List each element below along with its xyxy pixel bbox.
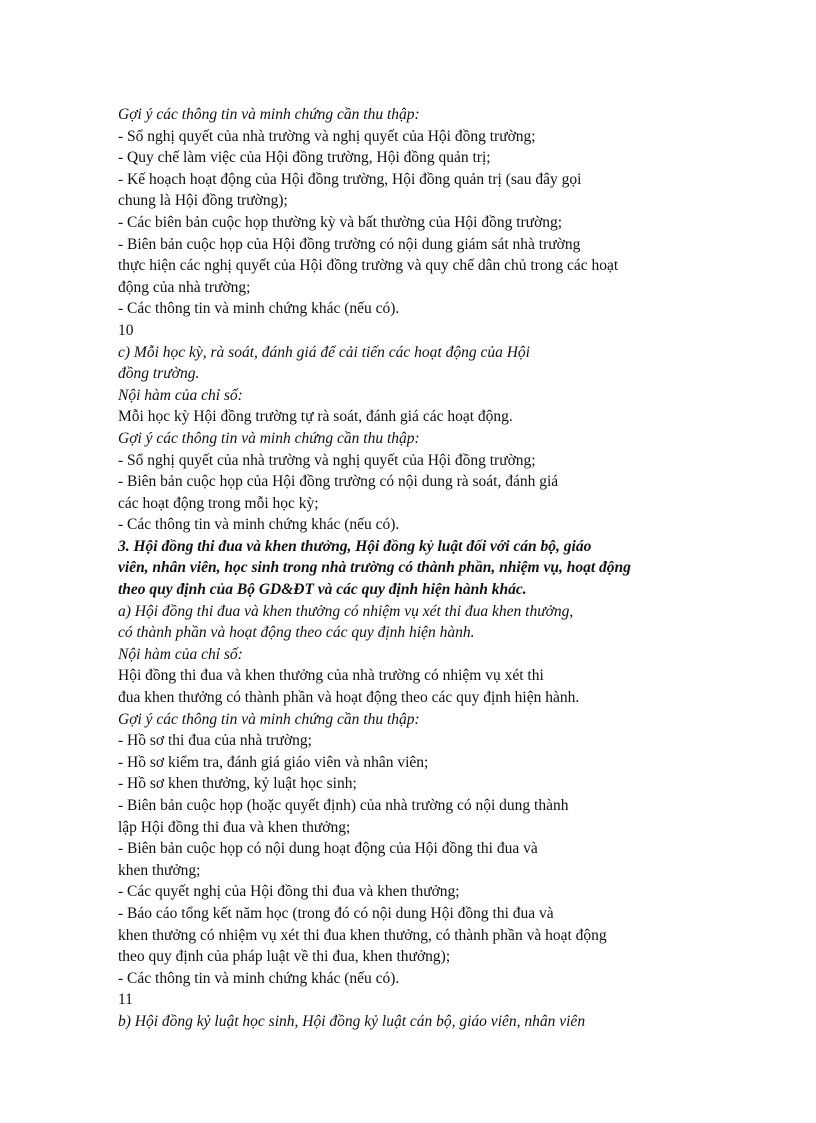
standard-heading: theo quy định của Bộ GD&ĐT và các quy định hiện hành khác. [118,581,527,599]
page-number: 11 [118,991,133,1009]
text-line: - Biên bản cuộc họp (hoặc quyết định) của nhà trường có nội dung thành [118,797,569,814]
text-line: - Biên bản cuộc họp có nội dung hoạt động của Hội đồng thi đua và [118,840,538,858]
text-line: - Hồ sơ khen thưởng, kỷ luật học sinh; [118,775,357,793]
text-line: - Quy chế làm việc của Hội đồng trường, Hội đồng quản trị; [118,149,491,167]
text-line: động của nhà trường; [118,278,251,296]
text-line: - Các biên bản cuộc họp thường kỳ và bất thường của Hội đồng trường; [118,213,563,231]
section-heading: Nội hàm của chỉ số: [118,386,243,404]
text-line: - Các quyết nghị của Hội đồng thi đua và khen thưởng; [118,883,460,901]
text-line: - Sổ nghị quyết của nhà trường và nghị quyết của Hội đồng trường; [118,127,536,145]
text-line: chung là Hội đồng trường); [118,192,288,210]
text-line: thực hiện các nghị quyết của Hội đồng trường và quy chế dân chủ trong các hoạt [118,257,619,275]
criterion-heading: đồng trường. [118,365,200,383]
section-heading: Gợi ý các thông tin và minh chứng cần thu thập: [118,106,420,123]
text-line: - Các thông tin và minh chứng khác (nếu có). [118,300,400,318]
document-page [118,104,718,1033]
criterion-heading: có thành phần và hoạt động theo các quy định hiện hành. [118,624,475,642]
criterion-heading: c) Mỗi học kỳ, rà soát, đánh giá để cải tiến các hoạt động của Hội [118,343,530,361]
text-line: khen thưởng; [118,861,201,879]
text-line: - Hồ sơ thi đua của nhà trường; [118,732,312,750]
criterion-heading: b) Hội đồng kỷ luật học sinh, Hội đồng kỷ luật cán bộ, giáo viên, nhân viên [118,1012,586,1030]
text-line: các hoạt động trong mỗi học kỳ; [118,494,319,512]
text-line: - Các thông tin và minh chứng khác (nếu có). [118,969,400,987]
section-heading: Nội hàm của chỉ số: [118,645,243,663]
text-line: lập Hội đồng thi đua và khen thưởng; [118,818,351,836]
text-line: Mỗi học kỳ Hội đồng trường tự rà soát, đánh giá các hoạt động. [118,408,513,426]
text-line: - Các thông tin và minh chứng khác (nếu có). [118,516,400,534]
text-line: - Biên bản cuộc họp của Hội đồng trường có nội dung giám sát nhà trường [118,235,581,253]
criterion-heading: a) Hội đồng thi đua và khen thưởng có nhiệm vụ xét thi đua khen thưởng, [118,602,574,620]
text-line: - Kế hoạch hoạt động của Hội đồng trường, Hội đồng quản trị (sau đây gọi [118,170,582,188]
text-line: - Hồ sơ kiểm tra, đánh giá giáo viên và nhân viên; [118,753,429,771]
standard-heading: viên, nhân viên, học sinh trong nhà trường có thành phần, nhiệm vụ, hoạt động [118,559,631,577]
text-line: - Biên bản cuộc họp của Hội đồng trường có nội dung rà soát, đánh giá [118,473,559,491]
text-line: theo quy định của pháp luật về thi đua, khen thưởng); [118,948,451,966]
text-line: đua khen thưởng có thành phần và hoạt động theo các quy định hiện hành. [118,689,580,707]
page-number: 10 [118,321,134,339]
text-line: - Sổ nghị quyết của nhà trường và nghị quyết của Hội đồng trường; [118,451,536,469]
text-line: Hội đồng thi đua và khen thưởng của nhà trường có nhiệm vụ xét thi [118,667,544,685]
text-line: khen thưởng có nhiệm vụ xét thi đua khen thưởng, có thành phần và hoạt động [118,926,607,944]
section-heading: Gợi ý các thông tin và minh chứng cần thu thập: [118,429,420,447]
text-line: - Báo cáo tổng kết năm học (trong đó có nội dung Hội đồng thi đua và [118,904,554,922]
section-heading: Gợi ý các thông tin và minh chứng cần thu thập: [118,710,420,728]
standard-heading: 3. Hội đồng thi đua và khen thưởng, Hội đồng kỷ luật đối với cán bộ, giáo [118,537,592,555]
